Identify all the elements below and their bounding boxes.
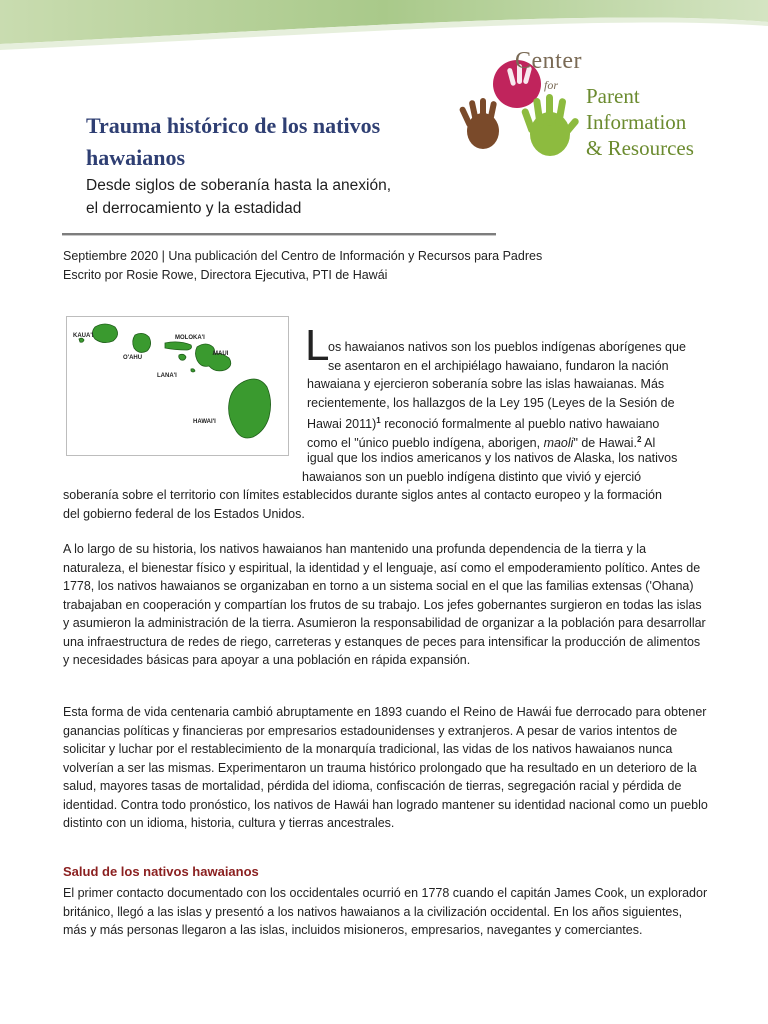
publication-meta	[63, 247, 542, 285]
author-line: Escrito por Rosie Rowe, Directora Ejecutiva, PTI de Hawái	[63, 268, 388, 282]
paragraph-first-contact: El primer contacto documentado con los occidentales ocurrió en 1778 cuando el capitán James Cook, un explorador británico, llegó a las islas y presentó a los nativos hawaianos a la civilización occidental. En los años siguientes, más y más personas llegaron a las islas, incluidos misioneros, empresarios, navegantes y comerciantes.	[63, 886, 708, 937]
section-heading-health: Salud de los nativos hawaianos	[63, 864, 259, 879]
intro-line-2: se asentaron en el archipiélago hawaiano, fundaron la nación	[328, 358, 669, 373]
map-label-kauai: KAUA'I	[73, 333, 94, 339]
hawaii-islands-map	[66, 316, 289, 456]
document-title: Trauma histórico de los nativos hawaianos	[86, 113, 381, 170]
map-label-oahu: O'AHU	[123, 355, 143, 361]
logo-word-resources: & Resources	[586, 136, 694, 160]
map-label-molokai: MOLOKA'I	[175, 335, 205, 341]
intro-line-1: os hawaianos nativos son los pueblos indígenas aborígenes que	[328, 340, 686, 354]
intro-line-6c: Al	[641, 435, 656, 450]
document-subtitle: Desde siglos de soberanía hasta la anexión, el derrocamiento y la estadidad	[86, 177, 392, 217]
intro-line-6b: " de Hawai.	[573, 435, 637, 450]
intro-line-5b: reconoció formalmente al pueblo nativo hawaiano	[380, 417, 660, 432]
publication-date-line: Septiembre 2020 | Una publicación del Centro de Información y Recursos para Padres	[63, 249, 543, 263]
title-divider	[62, 233, 496, 236]
map-label-hawaii: HAWAI'I	[193, 419, 216, 425]
intro-line-7: igual que los indios americanos y los nativos de Alaska, los nativos	[307, 451, 678, 465]
intro-line-3: hawaiana y ejercieron soberanía sobre las islas hawaianas. Más	[307, 377, 665, 391]
intro-line-4: recientemente, los hallazgos de la Ley 195 (Leyes de la Sesión de	[307, 395, 675, 410]
paragraph-history: A lo largo de su historia, los nativos hawaianos han mantenido una profunda dependencia de la tierra y la naturaleza, el bienestar físico y espiritual, la identidad y el lenguaje, así como el empoderamiento político. Antes de 1778, los nativos hawaianos se organizaban en torno a un sistema social en el que las familias extensas ('Ohana) trabajaban en cooperación y compartían los frutos de su trabajo. Los jefes gobernantes surgieron en todas las islas y asumieron la administración de la tierra. Asumieron la responsabilidad de organizar a la población para desarrollar una infraestructura de redes de riego, carreteras y estanques de peces para intensificar la producción de alimentos y necesidades básicas para apoyar a una población en rápida expansión.	[63, 542, 706, 667]
intro-line-5a: Hawai 2011)	[307, 417, 377, 432]
footnote-ref-1[interactable]: 1	[376, 416, 381, 425]
intro-line-6-maoli: maoli	[543, 435, 574, 450]
logo-word-information: Information	[586, 110, 687, 134]
footnote-ref-2[interactable]: 2	[636, 434, 642, 444]
drop-cap: L	[305, 321, 330, 370]
intro-line-8: hawaianos son un pueblo indígena distinto que vivió y ejerció	[302, 469, 642, 484]
intro-line-10: del gobierno federal de los Estados Unidos.	[63, 506, 305, 521]
map-label-maui: MAUI	[213, 351, 229, 357]
intro-line-9: soberanía sobre el territorio con límites establecidos durante siglos antes al contacto europeo y la formación	[63, 488, 662, 502]
map-label-lanai: LANA'I	[157, 373, 177, 379]
hawaii-map-graphic	[67, 317, 288, 455]
logo-word-parent: Parent	[586, 84, 640, 108]
paragraph-overthrow: Esta forma de vida centenaria cambió abruptamente en 1893 cuando el Reino de Hawái fue derrocado para obtener ganancias políticas y financieras por empresarios estadounidenses y extranjeros. A pesar de varios intentos de solicitar y luchar por el restablecimiento de la monarquía tradicional, las vidas de los nativos hawaianos nunca volverían a ser las mismas. Experimentaron un trauma histórico prolongado que ha resultado en un deterioro de la salud, mayores tasas de mortalidad, pérdida del idioma, confiscación de tierras, segregación racial y pérdida de identidad. Contra todo pronóstico, los nativos de Hawái han logrado mantener su identidad nacional como un pueblo distinto con un idioma, historia, cultura y tierras ancestrales.	[63, 705, 708, 830]
intro-line-6a: como el "único pueblo indígena, aborigen,	[307, 435, 544, 450]
logo-word-center: Center	[515, 48, 582, 74]
logo-word-for: for	[544, 78, 559, 92]
